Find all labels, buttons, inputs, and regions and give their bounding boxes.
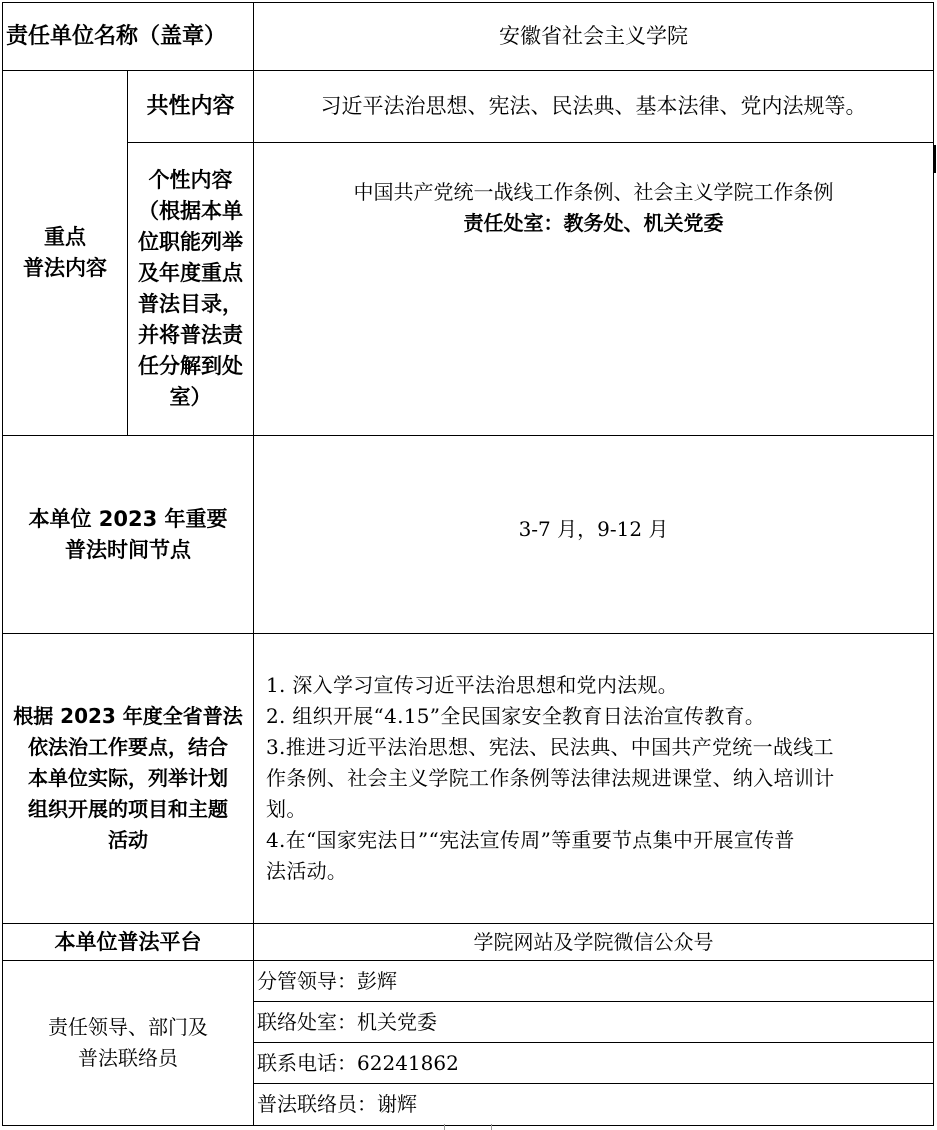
contact-row-1 <box>3 961 934 1002</box>
office-entry: 联络处室：机关党委 <box>254 1002 934 1043</box>
contact-label-line: 普法联络员 <box>78 1046 178 1070</box>
planned-label-line: 组织开展的项目和主题 <box>28 797 228 821</box>
specific-label-line: 室） <box>169 385 212 409</box>
key-content-label-line: 重点 <box>44 225 86 249</box>
contact-label <box>3 961 254 1126</box>
planned-activities-list <box>254 634 934 924</box>
time-node-label <box>3 436 254 634</box>
common-content-value: 习近平法治思想、宪法、民法典、基本法律、党内法规等。 <box>254 71 934 143</box>
activity-line: 1. 深入学习宣传习近平法治思想和党内法规。 <box>266 673 679 697</box>
specific-content-label <box>128 143 254 436</box>
activity-line: 3.推进习近平法治思想、宪法、民法典、中国共产党统一战线工 <box>266 735 834 759</box>
unit-name-label: 责任单位名称（盖章） <box>3 3 254 71</box>
specific-regulations: 中国共产党统一战线工作条例、社会主义学院工作条例 <box>353 180 834 204</box>
specific-label-line: （根据本单 <box>138 199 243 223</box>
planned-label-line: 根据 2023 年度全省普法 <box>13 704 243 728</box>
activity-line: 作条例、社会主义学院工作条例等法律法规进课堂、纳入培训计 <box>266 766 835 790</box>
time-node-label-line: 本单位 2023 年重要 <box>28 506 228 531</box>
specific-responsible-office: 责任处室：教务处、机关党委 <box>463 211 724 235</box>
specific-label-line: 并将普法责 <box>138 323 243 347</box>
specific-label-line: 个性内容 <box>148 168 233 192</box>
time-node-label-line: 普法时间节点 <box>65 537 191 562</box>
key-content-label <box>3 71 128 436</box>
platform-value: 学院网站及学院微信公众号 <box>254 924 934 961</box>
platform-label: 本单位普法平台 <box>3 924 254 961</box>
planned-label-line: 依法治工作要点，结合 <box>28 735 228 759</box>
time-node-row <box>3 436 934 634</box>
planned-activities-label <box>3 634 254 924</box>
responsibility-table <box>2 2 934 1126</box>
time-node-value: 3-7 月，9-12 月 <box>254 436 934 634</box>
specific-label-line: 及年度重点 <box>138 261 243 285</box>
activity-line: 法活动。 <box>266 859 348 883</box>
activity-line: 2. 组织开展“4.15”全民国家安全教育日法治宣传教育。 <box>266 704 766 728</box>
planned-label-line: 活动 <box>108 828 148 852</box>
contact-label-line: 责任领导、部门及 <box>48 1015 208 1039</box>
planned-label-line: 本单位实际，列举计划 <box>28 766 228 790</box>
common-content-row <box>3 71 934 143</box>
liaison-entry: 普法联络员：谢辉 <box>254 1084 934 1126</box>
specific-content-value <box>254 143 934 436</box>
unit-name-value: 安徽省社会主义学院 <box>254 3 934 71</box>
specific-label-line: 普法目录， <box>138 292 243 316</box>
phone-entry: 联系电话：62241862 <box>254 1043 934 1084</box>
common-content-label: 共性内容 <box>128 71 254 143</box>
specific-content-row <box>3 143 934 436</box>
activity-line: 4.在“国家宪法日”“宪法宣传周”等重要节点集中开展宣传普 <box>266 828 795 852</box>
key-content-label-line: 普法内容 <box>23 256 107 280</box>
platform-row <box>3 924 934 961</box>
text-cursor-icon <box>933 145 936 173</box>
activity-line: 划。 <box>266 797 307 821</box>
specific-label-line: 任分解到处 <box>138 354 243 378</box>
leader-entry: 分管领导：彭辉 <box>254 961 934 1002</box>
planned-activities-row <box>3 634 934 924</box>
unit-name-row <box>3 3 934 71</box>
page-edge-mark <box>444 1124 492 1130</box>
specific-label-line: 位职能列举 <box>138 230 243 254</box>
